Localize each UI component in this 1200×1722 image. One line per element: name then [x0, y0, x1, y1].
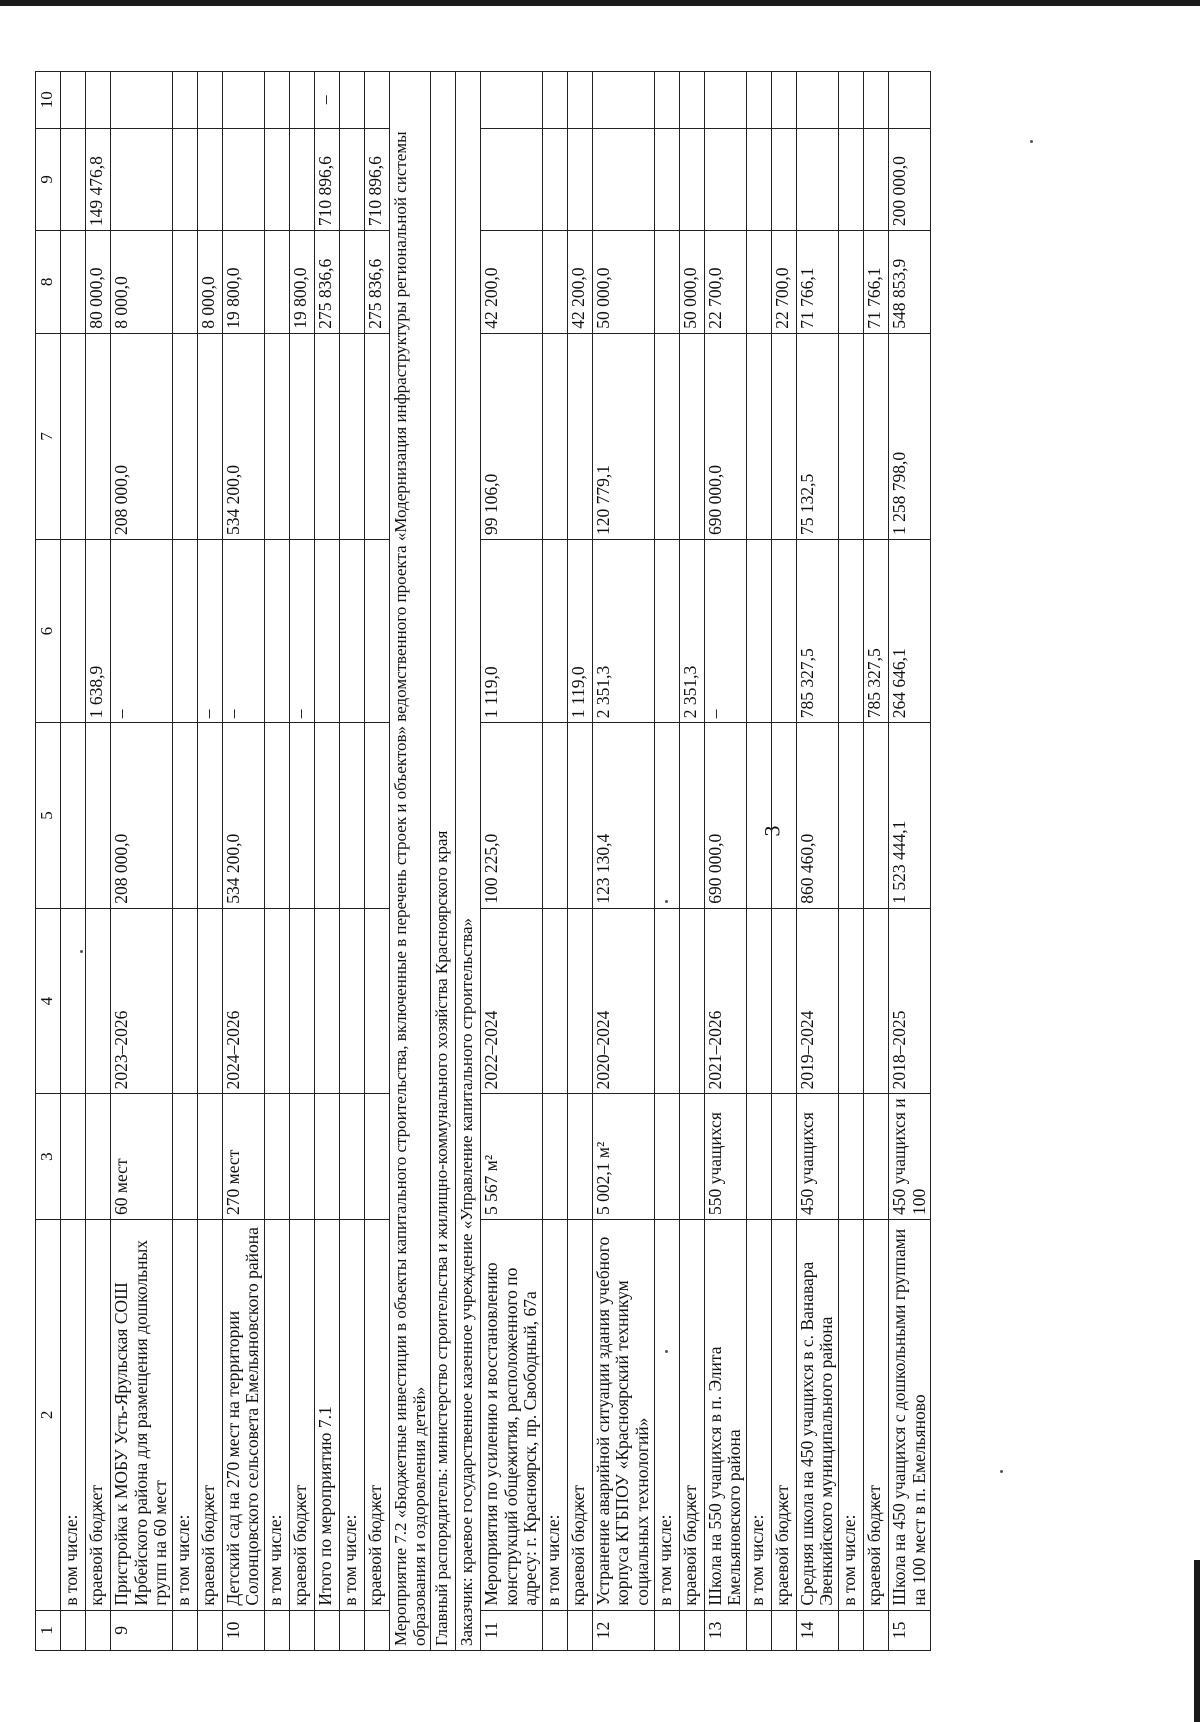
table-cell: 71 766,1 — [796, 231, 838, 334]
table-cell — [863, 333, 888, 539]
table-cell: в том числе: — [838, 1219, 863, 1610]
table-cell — [654, 333, 679, 539]
table-cell — [863, 1610, 888, 1650]
table-cell: 60 мест — [111, 1094, 173, 1220]
table-cell — [264, 231, 289, 334]
table-cell — [771, 723, 796, 909]
table-cell — [339, 333, 364, 539]
table-cell: в том числе: — [339, 1219, 364, 1610]
table-row — [542, 72, 567, 1651]
section-row — [456, 72, 481, 1651]
column-header: 10 — [36, 72, 61, 129]
table-cell — [771, 1610, 796, 1650]
table-cell: краевой бюджет — [364, 1219, 389, 1610]
table-cell — [838, 1610, 863, 1650]
table-cell: 75 132,5 — [796, 333, 838, 539]
table-cell — [314, 723, 339, 909]
table-cell: 42 200,0 — [481, 231, 543, 334]
table-cell: 19 800,0 — [289, 231, 314, 334]
table-cell — [289, 723, 314, 909]
table-cell — [863, 908, 888, 1094]
table-cell: краевой бюджет — [567, 1219, 592, 1610]
table-cell — [567, 128, 592, 231]
table-cell — [704, 72, 746, 129]
table-cell: в том числе: — [542, 1219, 567, 1610]
table-row — [222, 72, 264, 1651]
table-cell — [364, 1094, 389, 1220]
table-cell — [61, 128, 86, 231]
section-text: Мероприятие 7.2 «Бюджетные инвестиции в объекты капитального строительства, включенные в перечень строек и объектов» ведомственного проекта «Модернизация инфраструктуры региональной системы образования и оздоровления детей» — [389, 72, 430, 1651]
column-header: 6 — [36, 540, 61, 723]
table-cell: Средняя школа на 450 учащихся в с. Ванавара Эвенкийского муниципального района — [796, 1219, 838, 1610]
table-cell — [679, 723, 704, 909]
table-cell — [654, 723, 679, 909]
table-cell — [264, 540, 289, 723]
table-cell: 8 000,0 — [111, 231, 173, 334]
table-cell: 120 779,1 — [592, 333, 654, 539]
table-cell — [264, 1094, 289, 1220]
table-cell — [339, 1610, 364, 1650]
table-cell — [771, 908, 796, 1094]
table-cell: 71 766,1 — [863, 231, 888, 334]
table-cell: 80 000,0 — [86, 231, 111, 334]
table-cell — [592, 128, 654, 231]
table-cell — [888, 72, 930, 129]
table-cell — [364, 333, 389, 539]
table-cell — [863, 1094, 888, 1220]
table-cell: в том числе: — [264, 1219, 289, 1610]
table-cell — [264, 333, 289, 539]
table-cell — [61, 908, 86, 1094]
table-cell: – — [197, 540, 222, 723]
table-cell — [314, 1610, 339, 1650]
table-cell: в том числе: — [746, 1219, 771, 1610]
scan-top-edge — [0, 0, 1200, 6]
table-cell: 2 351,3 — [592, 540, 654, 723]
table-cell: 2020–2024 — [592, 908, 654, 1094]
table-cell — [222, 128, 264, 231]
table-cell — [61, 723, 86, 909]
table-cell: 8 000,0 — [197, 231, 222, 334]
table-row — [863, 72, 888, 1651]
table-cell: 10 — [222, 1610, 264, 1650]
table-cell — [314, 908, 339, 1094]
table-cell — [863, 72, 888, 129]
table-cell: 1 523 444,1 — [888, 723, 930, 909]
table-cell — [542, 1094, 567, 1220]
table-cell: 264 646,1 — [888, 540, 930, 723]
table-cell: Школа на 550 учащихся в п. Элита Емельяновского района — [704, 1219, 746, 1610]
table-cell — [172, 723, 197, 909]
table-row — [314, 72, 339, 1651]
table-cell — [172, 540, 197, 723]
table-cell: в том числе: — [654, 1219, 679, 1610]
table-cell: – — [289, 540, 314, 723]
table-cell — [289, 1610, 314, 1650]
section-row — [389, 72, 430, 1651]
table-cell — [197, 72, 222, 129]
column-header: 2 — [36, 1219, 61, 1610]
table-cell — [654, 908, 679, 1094]
table-row — [289, 72, 314, 1651]
table-cell — [679, 1094, 704, 1220]
table-cell — [481, 128, 543, 231]
table-cell — [172, 333, 197, 539]
table-cell: 14 — [796, 1610, 838, 1650]
table-cell — [314, 540, 339, 723]
table-cell — [86, 1094, 111, 1220]
table-cell: в том числе: — [172, 1219, 197, 1610]
table-cell — [222, 72, 264, 129]
table-cell: 2023–2026 — [111, 908, 173, 1094]
table-cell — [679, 333, 704, 539]
table-cell: краевой бюджет — [197, 1219, 222, 1610]
table-cell — [567, 1094, 592, 1220]
table-cell — [61, 72, 86, 129]
table-cell — [197, 128, 222, 231]
table-cell: 1 119,0 — [567, 540, 592, 723]
table-cell — [771, 1094, 796, 1220]
table-cell: краевой бюджет — [679, 1219, 704, 1610]
table-row — [86, 72, 111, 1651]
table-cell — [746, 1610, 771, 1650]
table-cell — [339, 1094, 364, 1220]
table-cell: 99 106,0 — [481, 333, 543, 539]
table-cell: 200 000,0 — [888, 128, 930, 231]
table-cell: 785 327,5 — [796, 540, 838, 723]
table-cell — [339, 231, 364, 334]
table-cell: 785 327,5 — [863, 540, 888, 723]
table-cell — [339, 723, 364, 909]
table-cell — [679, 72, 704, 129]
table-cell — [567, 72, 592, 129]
table-cell: 208 000,0 — [111, 723, 173, 909]
table-cell: 275 836,6 — [314, 231, 339, 334]
table-cell: 710 896,6 — [314, 128, 339, 231]
table-cell — [746, 231, 771, 334]
table-cell: 2018–2025 — [888, 908, 930, 1094]
table-cell — [86, 72, 111, 129]
table-cell — [704, 128, 746, 231]
column-header: 3 — [36, 1094, 61, 1220]
column-header: 4 — [36, 908, 61, 1094]
table-cell: 2024–2026 — [222, 908, 264, 1094]
table-cell — [542, 72, 567, 129]
table-cell: 2022–2024 — [481, 908, 543, 1094]
table-cell — [542, 540, 567, 723]
table-cell — [542, 908, 567, 1094]
table-cell: 11 — [481, 1610, 543, 1650]
table-cell — [746, 72, 771, 129]
table-cell — [654, 540, 679, 723]
table-cell — [679, 908, 704, 1094]
section-text: Главный распорядитель: министерство строительства и жилищно-коммунального хозяйства Красноярского края — [431, 72, 456, 1651]
table-cell — [654, 231, 679, 334]
table-row — [339, 72, 364, 1651]
table-cell — [746, 540, 771, 723]
column-header-row — [36, 72, 61, 1651]
table-cell — [838, 72, 863, 129]
table-cell — [289, 333, 314, 539]
table-cell: – — [704, 540, 746, 723]
table-cell — [289, 128, 314, 231]
table-cell — [197, 1094, 222, 1220]
table-cell: 1 258 798,0 — [888, 333, 930, 539]
table-cell — [314, 1094, 339, 1220]
table-cell — [654, 1610, 679, 1650]
table-cell — [172, 1094, 197, 1220]
table-row — [364, 72, 389, 1651]
table-cell — [264, 72, 289, 129]
table-cell: Детский сад на 270 мест на территории Солонцовского сельсовета Емельяновского района — [222, 1219, 264, 1610]
table-cell — [86, 1610, 111, 1650]
table-cell — [172, 72, 197, 129]
table-cell: 50 000,0 — [592, 231, 654, 334]
table-cell — [86, 333, 111, 539]
table-cell: 149 476,8 — [86, 128, 111, 231]
table-cell: 534 200,0 — [222, 723, 264, 909]
table-cell: Мероприятия по усилению и восстановлению конструкций общежития, расположенного по адресу: г. Красноярск, пр. Свободный, 67а — [481, 1219, 543, 1610]
table-cell — [339, 540, 364, 723]
table-cell: 548 853,9 — [888, 231, 930, 334]
table-cell — [264, 908, 289, 1094]
table-cell — [838, 128, 863, 231]
table-cell — [771, 72, 796, 129]
table-cell — [838, 723, 863, 909]
table-cell: 690 000,0 — [704, 333, 746, 539]
table-cell — [838, 908, 863, 1094]
table-cell — [61, 1610, 86, 1650]
table-cell: 19 800,0 — [222, 231, 264, 334]
table-cell: 270 мест — [222, 1094, 264, 1220]
table-cell: 5 002,1 м² — [592, 1094, 654, 1220]
table-cell — [542, 231, 567, 334]
table-cell — [746, 128, 771, 231]
table-cell: 100 225,0 — [481, 723, 543, 909]
table-row — [796, 72, 838, 1651]
table-cell — [838, 333, 863, 539]
table-cell — [364, 540, 389, 723]
table-cell: 208 000,0 — [111, 333, 173, 539]
table-cell — [197, 723, 222, 909]
section-row — [431, 72, 456, 1651]
table-cell: краевой бюджет — [863, 1219, 888, 1610]
table-cell — [172, 128, 197, 231]
table-cell — [197, 908, 222, 1094]
table-cell: 550 учащихся — [704, 1094, 746, 1220]
table-cell — [289, 72, 314, 129]
table-cell — [172, 231, 197, 334]
table-cell — [339, 72, 364, 129]
table-cell — [796, 128, 838, 231]
table-row — [567, 72, 592, 1651]
table-cell: 123 130,4 — [592, 723, 654, 909]
table-cell: Школа на 450 учащихся с дошкольными группами на 100 мест в п. Емельяново — [888, 1219, 930, 1610]
table-row — [61, 72, 86, 1651]
table-cell — [172, 908, 197, 1094]
table-cell — [61, 1094, 86, 1220]
table-row — [197, 72, 222, 1651]
table-cell — [567, 1610, 592, 1650]
table-cell: 710 896,6 — [364, 128, 389, 231]
table-cell — [542, 1610, 567, 1650]
table-cell — [679, 128, 704, 231]
table-cell: 2019–2024 — [796, 908, 838, 1094]
table-cell — [654, 72, 679, 129]
table-cell: 450 учащихся — [796, 1094, 838, 1220]
column-header: 5 — [36, 723, 61, 909]
table-cell: 22 700,0 — [704, 231, 746, 334]
table-cell: 12 — [592, 1610, 654, 1650]
table-row — [888, 72, 930, 1651]
table-cell: 22 700,0 — [771, 231, 796, 334]
table-cell — [86, 723, 111, 909]
table-cell — [567, 908, 592, 1094]
table-cell — [289, 908, 314, 1094]
table-cell — [746, 333, 771, 539]
table-cell — [838, 1094, 863, 1220]
scan-right-edge — [1194, 1560, 1200, 1722]
table-cell: Итого по мероприятию 7.1 — [314, 1219, 339, 1610]
page-number: 3 — [759, 825, 785, 837]
table-cell — [863, 128, 888, 231]
table-cell — [679, 1610, 704, 1650]
table-cell — [86, 908, 111, 1094]
table-cell: – — [314, 72, 339, 129]
column-header: 1 — [36, 1610, 61, 1650]
table-cell — [838, 231, 863, 334]
table-cell — [339, 128, 364, 231]
table-cell: 2 351,3 — [679, 540, 704, 723]
table-cell: 15 — [888, 1610, 930, 1650]
table-cell — [542, 723, 567, 909]
table-cell — [746, 908, 771, 1094]
table-cell — [796, 72, 838, 129]
table-cell — [863, 723, 888, 909]
table-cell: – — [111, 540, 173, 723]
table-cell: – — [222, 540, 264, 723]
table-cell — [838, 540, 863, 723]
table-cell — [197, 333, 222, 539]
table-cell: 9 — [111, 1610, 173, 1650]
table-cell — [481, 72, 543, 129]
table-cell — [542, 128, 567, 231]
column-header: 9 — [36, 128, 61, 231]
table-cell: 534 200,0 — [222, 333, 264, 539]
table-cell — [364, 72, 389, 129]
table-row — [172, 72, 197, 1651]
table-cell — [339, 908, 364, 1094]
table-cell: краевой бюджет — [86, 1219, 111, 1610]
table-cell — [264, 1610, 289, 1650]
table-row — [111, 72, 173, 1651]
table-cell: краевой бюджет — [771, 1219, 796, 1610]
table-cell: 5 567 м² — [481, 1094, 543, 1220]
table-cell — [542, 333, 567, 539]
table-cell — [771, 333, 796, 539]
table-row — [264, 72, 289, 1651]
table-cell — [567, 333, 592, 539]
table-cell — [746, 723, 771, 909]
table-row — [704, 72, 746, 1651]
table-cell — [654, 1094, 679, 1220]
table-cell: 690 000,0 — [704, 723, 746, 909]
table-cell — [592, 72, 654, 129]
table-cell — [771, 128, 796, 231]
column-header: 7 — [36, 333, 61, 539]
table-cell — [264, 128, 289, 231]
table-row — [481, 72, 543, 1651]
table-cell — [172, 1610, 197, 1650]
table-row — [592, 72, 654, 1651]
table-cell — [111, 128, 173, 231]
rotated-table-container — [35, 71, 1165, 1651]
table-cell — [197, 1610, 222, 1650]
section-text: Заказчик: краевое государственное казенное учреждение «Управление капитального строительства» — [456, 72, 481, 1651]
table-row — [654, 72, 679, 1651]
budget-table — [35, 71, 931, 1651]
table-cell: 860 460,0 — [796, 723, 838, 909]
table-cell: 1 638,9 — [86, 540, 111, 723]
table-cell: в том числе: — [61, 1219, 86, 1610]
table-row — [746, 72, 771, 1651]
table-cell: 13 — [704, 1610, 746, 1650]
table-cell: краевой бюджет — [289, 1219, 314, 1610]
table-cell — [746, 1094, 771, 1220]
table-cell — [314, 333, 339, 539]
table-cell: 42 200,0 — [567, 231, 592, 334]
table-row — [838, 72, 863, 1651]
table-cell — [264, 723, 289, 909]
table-cell: Устранение аварийной ситуации здания учебного корпуса КГБПОУ «Красноярский техникум социальных технологий» — [592, 1219, 654, 1610]
table-cell: 1 119,0 — [481, 540, 543, 723]
table-row — [679, 72, 704, 1651]
table-cell — [364, 1610, 389, 1650]
table-cell — [289, 1094, 314, 1220]
table-cell — [364, 723, 389, 909]
table-cell: Пристройка к МОБУ Усть-Ярульская СОШ Ирбейского района для размещения дошкольных групп на 60 мест — [111, 1219, 173, 1610]
column-header: 8 — [36, 231, 61, 334]
table-cell: 450 учащихся и 100 — [888, 1094, 930, 1220]
table-cell — [567, 723, 592, 909]
table-row — [771, 72, 796, 1651]
table-cell — [364, 908, 389, 1094]
table-cell — [61, 540, 86, 723]
table-cell — [61, 231, 86, 334]
table-cell: 275 836,6 — [364, 231, 389, 334]
table-cell: 2021–2026 — [704, 908, 746, 1094]
table-cell: 50 000,0 — [679, 231, 704, 334]
table-cell — [771, 540, 796, 723]
table-cell — [111, 72, 173, 129]
table-cell — [61, 333, 86, 539]
table-cell — [654, 128, 679, 231]
